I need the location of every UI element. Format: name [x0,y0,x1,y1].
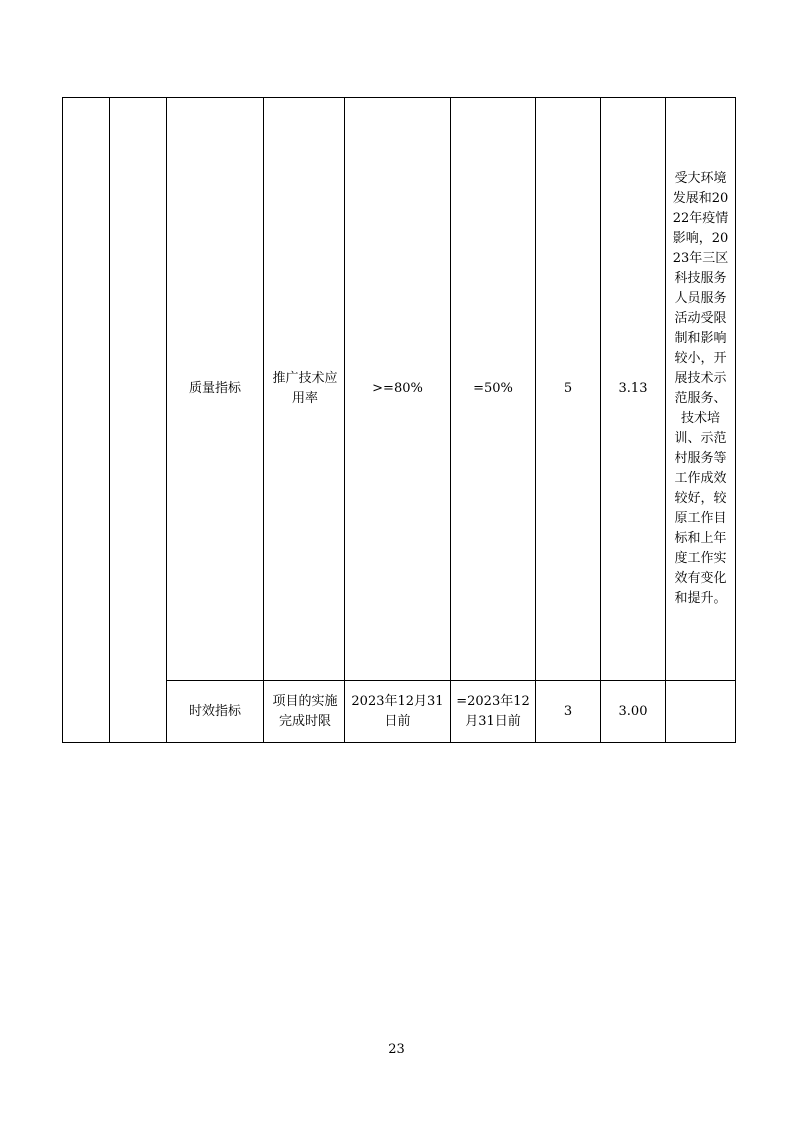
actual-value-cell: =2023年12月31日前 [451,681,536,743]
score-cell: 3.00 [601,681,666,743]
metric-cell: 项目的实施完成时限 [264,681,345,743]
merged-cell-level-2 [110,98,167,743]
performance-indicator-table [62,97,736,743]
remark-cell [666,681,736,743]
remark-cell: 受大环境发展和2022年疫情影响，2023年三区科技服务人员服务活动受限制和影响较小，开展技术示范服务、技术培训、示范村服务等工作成效较好，较原工作目标和上年度工作实效有变化和提升。 [666,98,736,681]
page-number: 23 [388,1042,405,1057]
table-row [63,98,736,681]
weight-cell: 3 [536,681,601,743]
target-value-cell: 2023年12月31日前 [345,681,451,743]
metric-cell: 推广技术应用率 [264,98,345,681]
weight-cell: 5 [536,98,601,681]
merged-cell-level-1 [63,98,110,743]
indicator-cell: 质量指标 [167,98,264,681]
actual-value-cell: =50% [451,98,536,681]
indicator-cell: 时效指标 [167,681,264,743]
target-value-cell: >=80% [345,98,451,681]
score-cell: 3.13 [601,98,666,681]
